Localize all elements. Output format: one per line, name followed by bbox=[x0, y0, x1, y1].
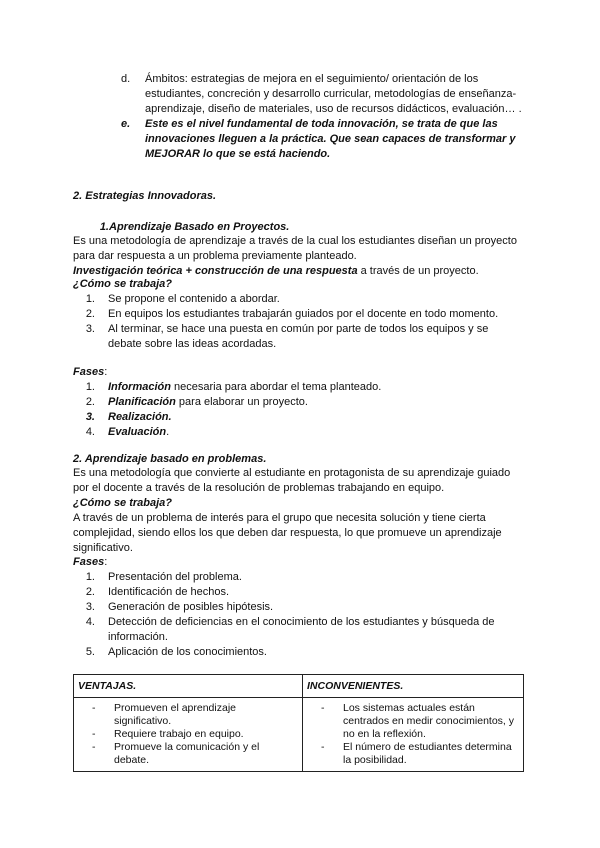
list-item-text: Este es el nivel fundamental de toda innovación, se trata de que las innovaciones lleguen a la práctica. Que sean capaces de transformar y MEJORAR lo que se está haciendo. bbox=[145, 118, 516, 160]
item-text: Generación de posibles hipótesis. bbox=[108, 601, 274, 613]
list-item: - Promueven el aprendizaje significativo. bbox=[92, 702, 282, 728]
heading-number: 1. bbox=[99, 221, 109, 233]
phase-bold: Información bbox=[108, 381, 171, 393]
phase-bold: Planificación bbox=[108, 396, 176, 408]
list-item-text: Ámbitos: estrategias de mejora en el seguimiento/ orientación de los estudiantes, concreción y desarrollo curricular, metodologías de enseñanza-aprendizaje, diseño de materiales, uso de recursos didácticos, evaluación… . bbox=[145, 73, 522, 115]
item-text: Detección de deficiencias en el conocimiento de los estudiantes y búsqueda de información. bbox=[108, 616, 495, 643]
phases-label-text: Fases bbox=[73, 366, 105, 378]
header-ventajas: VENTAJAS. bbox=[74, 675, 303, 698]
phases-label-text: Fases bbox=[73, 556, 105, 568]
table-header-row bbox=[74, 675, 524, 698]
item-text: Aplicación de los conocimientos. bbox=[108, 646, 267, 658]
inconvenientes-cell bbox=[303, 698, 524, 772]
abpr-how-text: A través de un problema de interés para el grupo que necesita solución y tiene cierta complejidad, siendo ellos los que deben dar respuesta, lo que promueve un aprendizaje significativo. bbox=[73, 512, 502, 554]
item-text: En equipos los estudiantes trabajarán guiados por el docente en todo momento. bbox=[108, 308, 499, 320]
document-page: d. Ámbitos: estrategias de mejora en el seguimiento/ orientación de los estudiantes, concreción y desarrollo curricular, metodologías de enseñanza-aprendizaje, diseño de materiales, uso de recursos didácticos, evaluación… . e. Este es el nivel fundamental de toda innovación, se trata de que las innovaciones lleguen a la práctica. Que sean capaces de transformar y MEJORAR lo que se está haciendo. 2. Estrategias Innovadoras. 1. Aprendizaje Basado en Proyectos. Es una metodología de aprendizaje a través de la cual los estudiantes diseñan un proyecto para dar respuesta a un problema previamente planteado. Investigación teórica + construcción de una respuesta a través de un proyecto. ¿Cómo se trabaja? 1. Se propone el contenido a abordar. 2. En equipos los estudiantes trabajarán guiados por el docente en todo momento. 3. Al terminar, se hace una puesta en común por parte de todos los equipos y se debate sobre las ideas acordadas. Fases: 1. Información necesaria para abordar el tema planteado. 2. Planificación para elaborar un proyecto. 3. Realización. 4. Evaluación. 2. Aprendizaje basado en problemas. Es una metodología que convierte al estudiante en protagonista de su aprendizaje guiado por el docente a través de la resolución de problemas trabajando en equipo. ¿Cómo se trabaja? A través de un problema de interés para el grupo que necesita solución y tiene cierta complejidad, siendo ellos los que deben dar respuesta, lo que promueve un aprendizaje significativo. Fases: 1. Presentación del problema. 2. Identificación de hechos. 3. Generación de posibles hipótesis. 4. Detección de deficiencias en el conocimiento de los estudiantes y búsqueda de información. 5. Aplicación de los conocimientos. VENTAJAS. INCONVENIENTES. - Promueven el aprendizaje significativo. - Requiere trabajo en equipo. - Promueve la comunicación y el debate. - Los sistemas actuales están centrados en medir conocimientos, y no en la reflexión. - El número de estudiantes determina la posibilidad. bbox=[0, 0, 600, 848]
abp-how-label: ¿Cómo se trabaja? bbox=[73, 278, 173, 290]
list-marker: d. bbox=[121, 73, 131, 85]
section-title: 2. Estrategias Innovadoras. bbox=[73, 190, 217, 202]
item-text: El número de estudiantes determina la posibilidad. bbox=[343, 741, 512, 766]
item-text: Se propone el contenido a abordar. bbox=[108, 293, 280, 305]
item-text: Al terminar, se hace una puesta en común por parte de todos los equipos y se debate sobre las ideas acordadas. bbox=[108, 323, 489, 350]
formula-bold: Investigación teórica + construcción de una respuesta bbox=[73, 265, 358, 277]
list-marker: e. bbox=[121, 118, 131, 130]
heading-text: Aprendizaje Basado en Proyectos. bbox=[109, 221, 290, 233]
advantages-table bbox=[73, 674, 524, 772]
item-text: Requiere trabajo en equipo. bbox=[114, 728, 244, 740]
list-item: - El número de estudiantes determina la posibilidad. bbox=[321, 741, 521, 767]
phase-rest: necesaria para abordar el tema planteado. bbox=[170, 381, 382, 393]
list-item: - Requiere trabajo en equipo. bbox=[92, 728, 282, 741]
phase-bold: Realización. bbox=[108, 411, 172, 423]
abpr-phases-label: Fases: bbox=[73, 556, 108, 568]
abpr-how-label: ¿Cómo se trabaja? bbox=[73, 497, 173, 509]
header-inconvenientes: INCONVENIENTES. bbox=[303, 675, 524, 698]
item-text: Identificación de hechos. bbox=[108, 586, 230, 598]
list-item: - Promueve la comunicación y el debate. bbox=[92, 741, 282, 767]
ventajas-cell bbox=[74, 698, 303, 772]
table-row bbox=[74, 698, 524, 772]
list-item: - Los sistemas actuales están centrados en medir conocimientos, y no en la reflexión. bbox=[321, 702, 521, 741]
list-item-e bbox=[123, 117, 533, 162]
abp-phases-label: Fases: bbox=[73, 366, 108, 378]
phase-bold: Evaluación bbox=[108, 426, 167, 438]
abp-intro: Es una metodología de aprendizaje a través de la cual los estudiantes diseñan un proyecto para dar respuesta a un problema previamente planteado. bbox=[73, 235, 517, 262]
item-text: Los sistemas actuales están centrados en medir conocimientos, y no en la reflexión. bbox=[343, 702, 514, 740]
subsection-heading-abpr: 2. Aprendizaje basado en problemas. bbox=[73, 453, 267, 465]
list-item-d bbox=[123, 72, 525, 117]
phase-rest: para elaborar un proyecto. bbox=[175, 396, 308, 408]
item-text: Promueven el aprendizaje significativo. bbox=[114, 702, 236, 727]
item-text: Promueve la comunicación y el debate. bbox=[114, 741, 260, 766]
abpr-intro: Es una metodología que convierte al estudiante en protagonista de su aprendizaje guiado por el docente a través de la resolución de problemas trabajando en equipo. bbox=[73, 467, 511, 494]
phase-rest: . bbox=[166, 426, 170, 438]
item-text: Presentación del problema. bbox=[108, 571, 242, 583]
formula-rest: a través de un proyecto. bbox=[357, 265, 479, 277]
